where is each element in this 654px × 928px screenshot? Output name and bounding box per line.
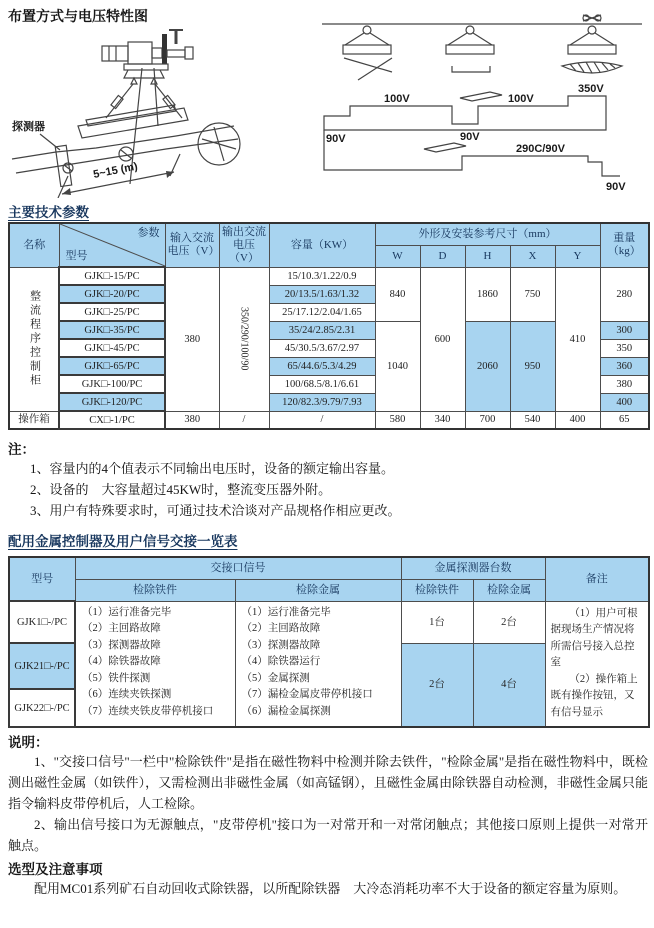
model-cell: GJK□-25/PC bbox=[59, 303, 165, 321]
group-name-vertical: 整流程序控制柜 bbox=[28, 290, 41, 388]
metal-signals-cell bbox=[235, 601, 401, 727]
capacity-cell: 65/44.6/5.3/4.29 bbox=[269, 357, 375, 375]
d-cell: 600 bbox=[420, 267, 465, 411]
model-cell: GJK22□-/PC bbox=[9, 689, 75, 727]
interface-group-header: 交接口信号 bbox=[75, 557, 401, 579]
input-voltage-line2: 电压（V） bbox=[167, 245, 220, 258]
output-voltage-cell: / bbox=[219, 411, 269, 429]
capacity-cell: 20/13.5/1.63/1.32 bbox=[269, 285, 375, 303]
page-title: 布置方式与电压特性图 bbox=[8, 8, 148, 24]
output-voltage-line1: 输出交流 bbox=[222, 225, 266, 238]
col-input-voltage-header bbox=[165, 223, 219, 267]
col-weight-header bbox=[600, 223, 649, 267]
capacity-cell: 45/30.5/3.67/2.97 bbox=[269, 339, 375, 357]
w-cell: 1040 bbox=[375, 321, 420, 411]
name-cell: 操作箱 bbox=[9, 411, 59, 429]
col-model-header: 型号 bbox=[9, 557, 75, 601]
param-label: 参数 bbox=[137, 227, 160, 239]
explanation-block bbox=[8, 731, 648, 856]
weight-cell: 65 bbox=[600, 411, 649, 429]
capacity-cell: 25/17.12/2.04/1.65 bbox=[269, 303, 375, 321]
capacity-cell: 35/24/2.85/2.31 bbox=[269, 321, 375, 339]
explanation-para: 2、输出信号接口为无源触点，"皮带停机"接口为一对常开和一对常闭触点；其他接口原则上提供一对常开触点。 bbox=[8, 817, 648, 853]
signal-item: （7）连续夹铁皮带停机接口 bbox=[82, 705, 214, 717]
input-voltage-cell: 380 bbox=[165, 267, 219, 411]
input-voltage-line1: 输入交流 bbox=[170, 232, 214, 245]
table-row-operator-box bbox=[9, 411, 649, 429]
col-x-header: X bbox=[510, 245, 555, 267]
signal-item: （3）探测器故障 bbox=[82, 639, 161, 651]
table-row bbox=[9, 267, 649, 285]
v100-left-label: 100V bbox=[384, 93, 410, 105]
dims-group-header: 外形及安装参考尺寸（mm） bbox=[375, 223, 600, 245]
weight-cell: 280 bbox=[600, 267, 649, 321]
signals-table bbox=[8, 556, 650, 728]
remark-item: （2）操作箱上既有操作按钮，又有信号显示 bbox=[550, 673, 638, 718]
selection-heading: 选型及注意事项 bbox=[8, 862, 103, 877]
capacity-cell: 15/10.3/1.22/0.9 bbox=[269, 267, 375, 285]
model-cell: GJK□-100/PC bbox=[59, 375, 165, 393]
col-w-header: W bbox=[375, 245, 420, 267]
explanation-label: 说明： bbox=[8, 735, 49, 750]
notes-block bbox=[8, 438, 648, 521]
signal-item: （6）连续夹铁探测 bbox=[82, 689, 172, 700]
note-item: 2、设备的 大容量超过45KW时，整流变压器外附。 bbox=[30, 482, 332, 497]
notes-label: 注： bbox=[8, 442, 35, 457]
table2-header-row1 bbox=[9, 557, 649, 579]
signal-item: （2）主回路故障 bbox=[241, 623, 321, 634]
capacity-cell: 100/68.5/8.1/6.61 bbox=[269, 375, 375, 393]
signal-item: （4）除铁器运行 bbox=[241, 656, 321, 667]
model-cell: GJK□-20/PC bbox=[59, 285, 165, 303]
y-cell: 410 bbox=[555, 267, 600, 411]
group-name-cell bbox=[9, 267, 59, 411]
distance-label: 5~15 (m) bbox=[92, 160, 139, 181]
section-heading-signals: 配用金属控制器及用户信号交接一览表 bbox=[8, 534, 238, 549]
iron-count-header: 检除铁件 bbox=[401, 579, 473, 601]
input-voltage-cell: 380 bbox=[165, 411, 219, 429]
signal-item: （5）铁件探测 bbox=[82, 672, 151, 684]
weight-cell: 350 bbox=[600, 339, 649, 357]
metal-count-header: 检除金属 bbox=[473, 579, 545, 601]
model-cell: GJK□-45/PC bbox=[59, 339, 165, 357]
detectors-group-header: 金属探测器台数 bbox=[401, 557, 545, 579]
table-row bbox=[9, 321, 649, 339]
weight-cell: 300 bbox=[600, 321, 649, 339]
model-cell: GJK□-120/PC bbox=[59, 393, 165, 411]
metal-count-cell: 4台 bbox=[473, 643, 545, 727]
iron-count-cell: 1台 bbox=[401, 601, 473, 643]
col-name-header: 名称 bbox=[9, 223, 59, 267]
metal-signals-header: 检除金属 bbox=[235, 579, 401, 601]
capacity-cell: 120/82.3/9.79/7.93 bbox=[269, 393, 375, 411]
v90-left-label: 90V bbox=[326, 133, 346, 145]
output-voltage-cell bbox=[219, 267, 269, 411]
model-label: 型号 bbox=[65, 250, 88, 262]
col-remark-header: 备注 bbox=[545, 557, 649, 601]
x-cell: 540 bbox=[510, 411, 555, 429]
col-capacity-header: 容量（KW） bbox=[269, 223, 375, 267]
section-heading-params: 主要技术参数 bbox=[8, 205, 89, 220]
remark-cell bbox=[545, 601, 649, 727]
y-cell: 400 bbox=[555, 411, 600, 429]
parameters-table bbox=[8, 222, 650, 430]
iron-signals-cell bbox=[75, 601, 235, 727]
table1-header-row1 bbox=[9, 223, 649, 245]
col-y-header: Y bbox=[555, 245, 600, 267]
h-cell: 1860 bbox=[465, 267, 510, 321]
col-output-voltage-header bbox=[219, 223, 269, 267]
v350-label: 350V bbox=[578, 83, 604, 95]
iron-signals-header: 检除铁件 bbox=[75, 579, 235, 601]
note-item: 3、用户有特殊要求时，可通过技术洽谈对产品规格作相应更改。 bbox=[30, 503, 401, 518]
weight-cell: 380 bbox=[600, 375, 649, 393]
col-model-param-header bbox=[59, 223, 165, 267]
weight-line1: 重量 bbox=[613, 232, 636, 245]
col-h-header: H bbox=[465, 245, 510, 267]
model-cell: CX□-1/PC bbox=[59, 411, 165, 429]
note-item: 1、容量内的4个值表示不同输出电压时，设备的额定输出容量。 bbox=[30, 461, 395, 476]
detector-label: 探测器 bbox=[12, 121, 45, 133]
iron-count-cell: 2台 bbox=[401, 643, 473, 727]
layout-diagram bbox=[6, 26, 308, 198]
w-cell: 840 bbox=[375, 267, 420, 321]
x-cell: 750 bbox=[510, 267, 555, 321]
output-voltage-vertical: 350/290/100/90 bbox=[238, 307, 250, 371]
d-cell: 340 bbox=[420, 411, 465, 429]
voltage-diagram bbox=[312, 8, 650, 198]
model-cell: GJK□-35/PC bbox=[59, 321, 165, 339]
model-cell: GJK1□-/PC bbox=[9, 601, 75, 643]
metal-count-cell: 2台 bbox=[473, 601, 545, 643]
remark-item: （1）用户可根据现场生产情况将所需信号接入总控室 bbox=[550, 607, 638, 668]
weight-line2: （kg） bbox=[607, 245, 641, 258]
signal-item: （4）除铁器故障 bbox=[82, 656, 161, 667]
selection-text: 配用MC01系列矿石自动回收式除铁器，以所配除铁器 大冷态消耗功率不大于设备的额定容量为原则。 bbox=[34, 881, 627, 896]
signal-item: （1）运行准备完毕 bbox=[241, 606, 331, 618]
col-d-header: D bbox=[420, 245, 465, 267]
signal-item: （7）漏检金属皮带停机接口 bbox=[241, 689, 373, 700]
model-cell: GJK21□-/PC bbox=[9, 643, 75, 689]
v90-bottom-label: 90V bbox=[606, 181, 626, 193]
w-cell: 580 bbox=[375, 411, 420, 429]
table-row bbox=[9, 601, 649, 643]
h-cell: 2060 bbox=[465, 321, 510, 411]
model-cell: GJK□-15/PC bbox=[59, 267, 165, 285]
weight-cell: 400 bbox=[600, 393, 649, 411]
h-cell: 700 bbox=[465, 411, 510, 429]
selection-block bbox=[8, 858, 648, 899]
signal-item: （2）主回路故障 bbox=[82, 623, 161, 634]
v90-mid-label: 90V bbox=[460, 131, 480, 143]
x-cell: 950 bbox=[510, 321, 555, 411]
signal-item: （3）探测器故障 bbox=[241, 639, 321, 651]
capacity-cell: / bbox=[269, 411, 375, 429]
signal-item: （1）运行准备完毕 bbox=[82, 606, 172, 618]
model-cell: GJK□-65/PC bbox=[59, 357, 165, 375]
v290-label: 290C/90V bbox=[516, 143, 565, 155]
explanation-para: 1、"交接口信号"一栏中"检除铁件"是指在磁性物料中检测并除去铁件，"检除金属"是指在磁性物料中，既检测出磁性金属（如铁件），又需检测出非磁性金属（如高锰钢），且磁性金属由除铁器自动检测，非磁性金属只能指令输料皮带停机后，人工检除。 bbox=[8, 754, 648, 811]
signal-item: （6）漏检金属探测 bbox=[241, 705, 331, 717]
signal-item: （5）金属探测 bbox=[241, 672, 310, 684]
output-voltage-line2: 电压（V） bbox=[229, 238, 259, 264]
v100-right-label: 100V bbox=[508, 93, 534, 105]
weight-cell: 360 bbox=[600, 357, 649, 375]
